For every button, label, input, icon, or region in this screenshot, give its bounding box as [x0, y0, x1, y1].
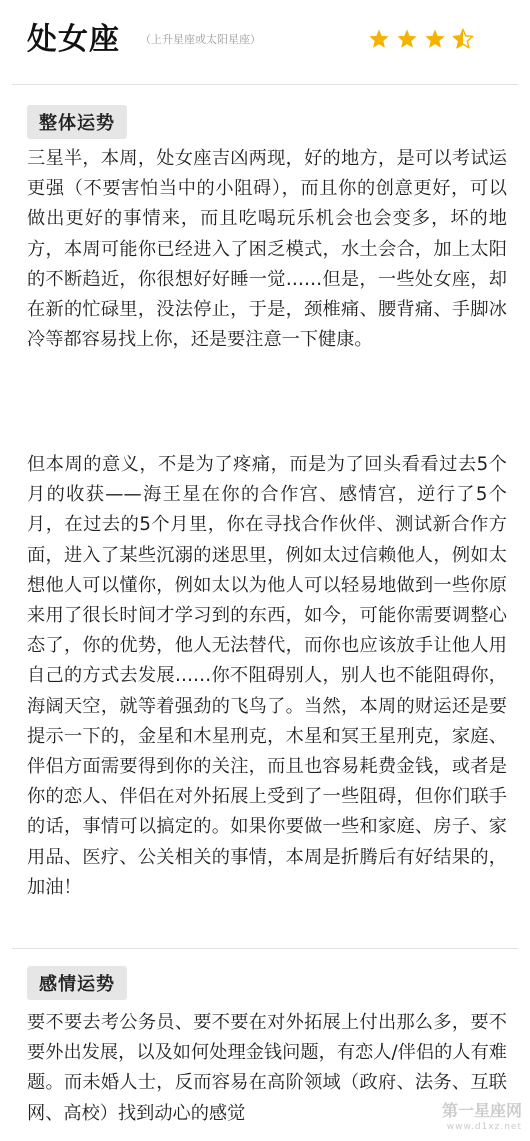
- sign-title: 处女座: [27, 22, 120, 57]
- overall-paragraph-1: 三星半，本周，处女座吉凶两现，好的地方，是可以考试运更强（不要害怕当中的小阻碍），而且你的创意更好，可以做出更好的事情来，而且吃喝玩乐机会也会变多，坏的地方，本周可能你已经进入了困乏模式，水土会合，加上太阳的不断趋近，你很想好好睡一觉……但是，一些处女座，却在新的忙碌里，没法停止，于是，颈椎痛、腰背痛、手脚冰冷等都容易找上你，还是要注意一下健康。: [27, 148, 507, 351]
- star-rating: [368, 28, 474, 50]
- watermark-text: 第一星座网: [441, 1101, 522, 1120]
- section-label-love: 感情运势: [27, 966, 127, 1000]
- star-full-icon: [424, 28, 446, 50]
- star-full-icon: [396, 28, 418, 50]
- section-divider: [12, 948, 518, 949]
- watermark-url: www.d1xz.net: [446, 1122, 522, 1132]
- star-half-icon: [452, 28, 474, 50]
- site-watermark: [442, 1103, 522, 1135]
- love-paragraph-1: 要不要去考公务员、要不要在对外拓展上付出那么多，要不要外出发展，以及如何处理金钱问题，有恋人/伴侣的人有难题。而未婚人士，反而容易在高阶领域（政府、法务、互联网、高校）找到动心的感觉: [27, 1012, 507, 1124]
- sign-subtitle: （上升星座或太阳星座）: [140, 33, 261, 46]
- overall-paragraph-2: 但本周的意义，不是为了疼痛，而是为了回头看看过去5个月的收获——海王星在你的合作宫、感情宫，逆行了5个月，在过去的5个月里，你在寻找合作伙伴、测试新合作方面，进入了某些沉溺的迷思里，例如太过信赖他人，例如太想他人可以懂你，例如太以为他人可以轻易地做到一些你原来用了很长时间才学习到的东西，如今，可能你需要调整心态了，你的优势，他人无法替代，而你也应该放手让他人用自己的方式去发展……你不阻碍别人，别人也不能阻碍你，海阔天空，就等着强劲的飞鸟了。当然，本周的财运还是要提示一下的，金星和木星刑克，木星和冥王星刑克，家庭、伴侣方面需要得到你的关注，而且也容易耗费金钱，或者是你的恋人、伴侣在对外拓展上受到了一些阻碍，但你们联手的话，事情可以搞定的。如果你要做一些和家庭、房子、家用品、医疗、公关相关的事情，本周是折腾后有好结果的，加油！: [27, 454, 507, 898]
- header-divider: [12, 84, 518, 85]
- sign-header: [0, 0, 530, 80]
- section-label-overall: 整体运势: [27, 105, 127, 139]
- star-full-icon: [368, 28, 390, 50]
